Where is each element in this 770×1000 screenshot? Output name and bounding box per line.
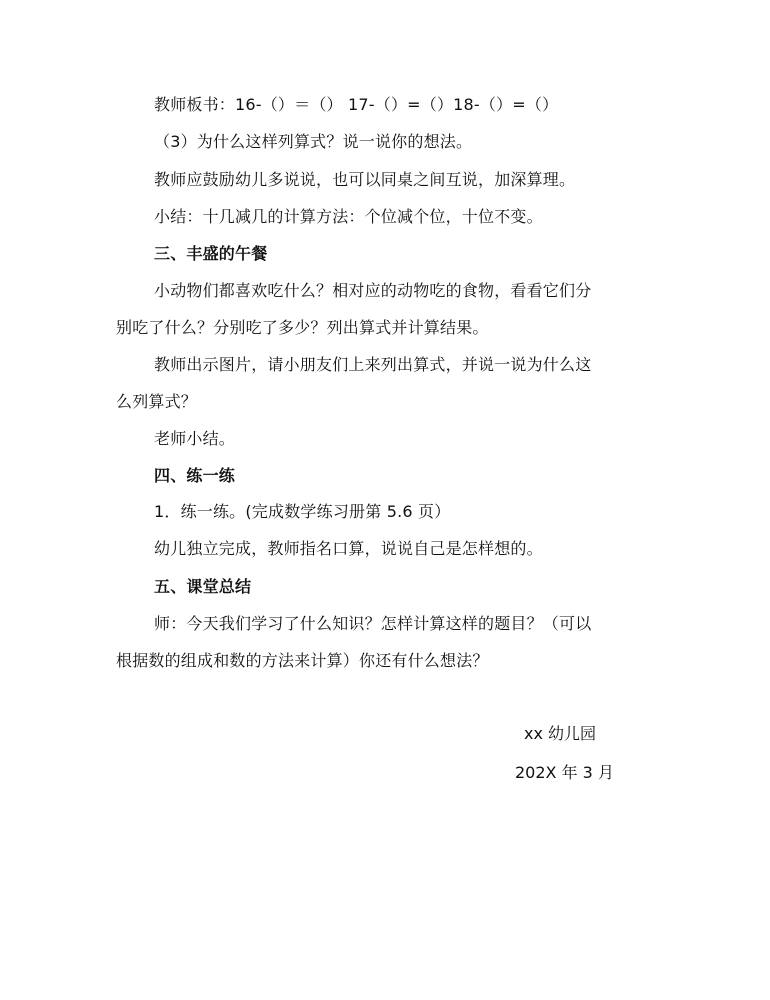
paragraph-line: 师：今天我们学习了什么知识？怎样计算这样的题目？（可以	[154, 614, 592, 633]
paragraph-line: 小动物们都喜欢吃什么？相对应的动物吃的食物，看看它们分	[154, 281, 592, 300]
paragraph-line: 根据数的组成和数的方法来计算）你还有什么想法？	[116, 651, 489, 670]
paragraph-line: 教师出示图片，请小朋友们上来列出算式，并说一说为什么这	[154, 355, 592, 374]
section-heading-3: 三、丰盛的午餐	[154, 244, 268, 263]
paragraph-line: 老师小结。	[154, 429, 236, 448]
paragraph-line: 么列算式？	[116, 392, 198, 411]
signature-date: 202X 年 3 月	[515, 763, 614, 782]
paragraph-line: 别吃了什么？分别吃了多少？列出算式并计算结果。	[116, 318, 489, 337]
section-heading-5: 五、课堂总结	[154, 577, 252, 596]
paragraph-line: 幼儿独立完成，教师指名口算，说说自己是怎样想的。	[154, 539, 543, 558]
exercise-line: 1．练一练。(完成数学练习册第 5.6 页）	[154, 502, 451, 521]
summary-line: 小结：十几减几的计算方法：个位减个位，十位不变。	[154, 207, 543, 226]
signature-org: xx 幼儿园	[524, 724, 597, 743]
board-writing-line: 教师板书：16-（）＝（） 17-（）=（）18-（）=（）	[154, 95, 559, 114]
section-heading-4: 四、练一练	[154, 466, 236, 485]
question-line: （3）为什么这样列算式？说一说你的想法。	[154, 132, 473, 151]
paragraph-line: 教师应鼓励幼儿多说说，也可以同桌之间互说，加深算理。	[154, 170, 576, 189]
